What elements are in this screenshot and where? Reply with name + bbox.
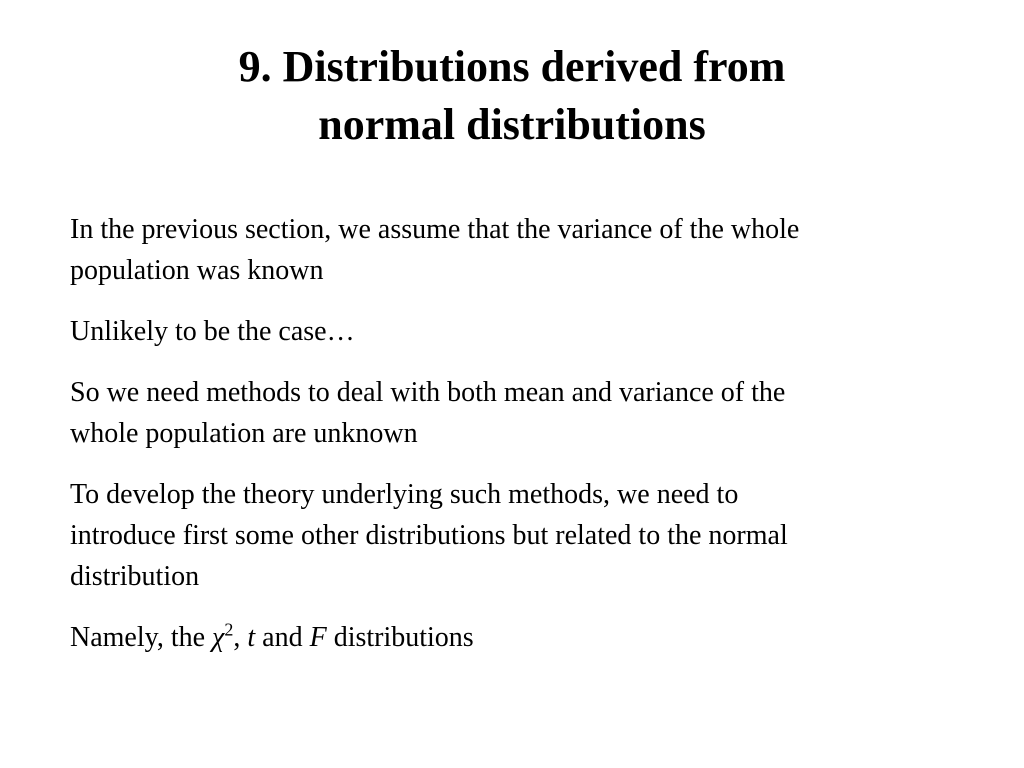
paragraph-1	[70, 209, 970, 291]
paragraph-5-line-1	[70, 617, 970, 658]
paragraph-3-line-1: So we need methods to deal with both mean and variance of the	[70, 377, 786, 408]
paragraph-4-line-2: introduce first some other distributions but related to the normal	[70, 520, 788, 551]
title-line-1: 9. Distributions derived from	[238, 42, 786, 91]
paragraph-4	[70, 474, 970, 597]
paragraph-5-and: and	[255, 622, 310, 653]
paragraph-3-line-2: whole population are unknown	[70, 418, 418, 449]
paragraph-2	[70, 311, 970, 352]
t-symbol: t	[247, 622, 256, 653]
paragraph-5-sep: ,	[233, 622, 248, 653]
title-line-2: normal distributions	[318, 100, 706, 149]
paragraph-1-line-1: In the previous section, we assume that the variance of the whole	[70, 214, 800, 245]
paragraph-3	[70, 372, 970, 454]
paragraph-1-line-2: population was known	[70, 255, 324, 286]
paragraph-2-line-1: Unlikely to be the case…	[70, 316, 355, 347]
slide-title	[0, 38, 1024, 154]
chi-symbol: χ	[212, 622, 225, 653]
paragraph-5	[70, 617, 970, 658]
chi-exponent: 2	[224, 619, 234, 640]
paragraph-5-prefix: Namely, the	[70, 622, 213, 653]
f-symbol: F	[309, 622, 327, 653]
paragraph-4-line-3: distribution	[70, 561, 200, 592]
slide-body	[70, 209, 970, 678]
paragraph-4-line-1: To develop the theory underlying such methods, we need to	[70, 479, 739, 510]
paragraph-5-suffix: distributions	[326, 622, 474, 653]
